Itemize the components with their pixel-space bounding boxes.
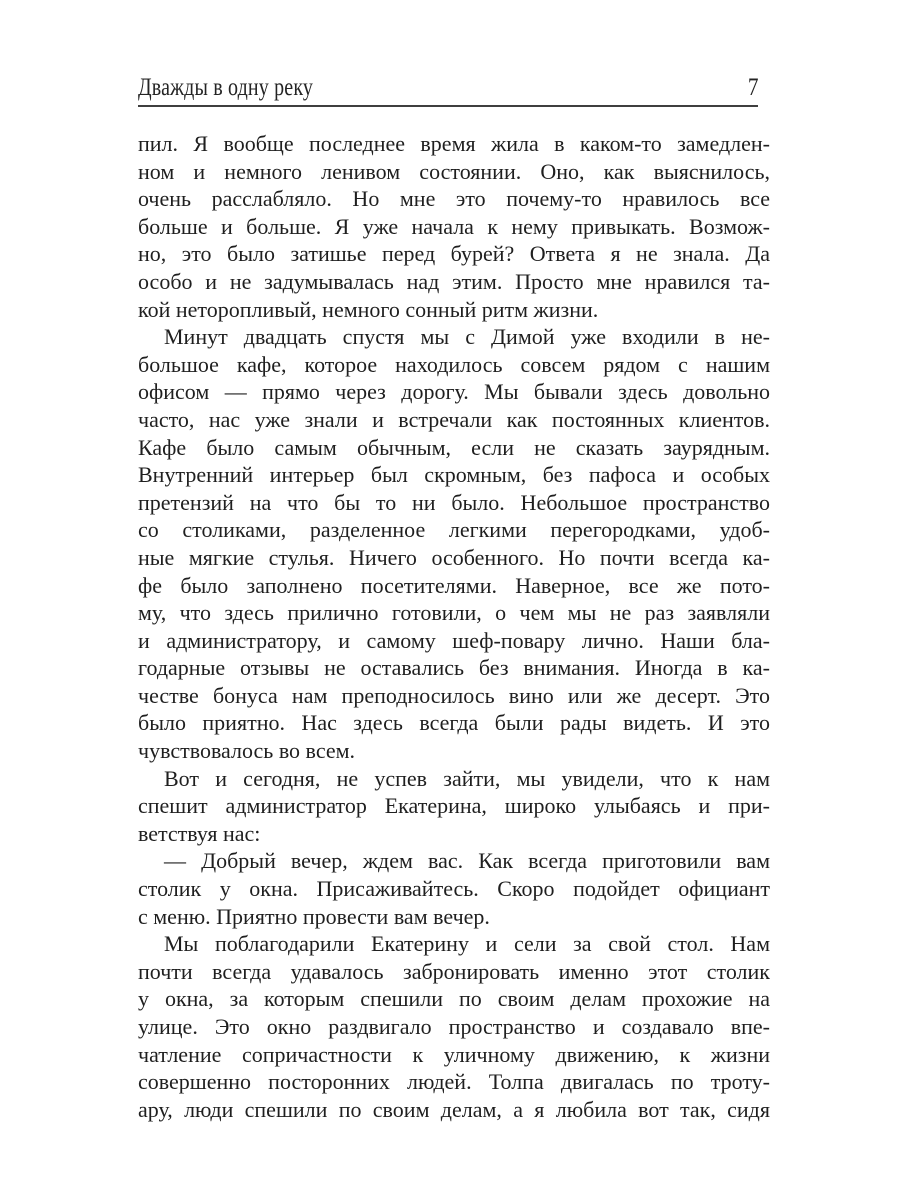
text-line: у окна, за которым спешили по своим делам прохожие на bbox=[138, 986, 770, 1012]
running-title: Дважды в одну реку bbox=[138, 74, 314, 101]
paragraph bbox=[138, 130, 770, 323]
text-line: часто, нас уже знали и встречали как постоянных клиентов. bbox=[138, 406, 770, 432]
text-line: больше и больше. Я уже начала к нему привыкать. Возмож- bbox=[138, 213, 770, 239]
text-line: Вот и сегодня, не успев зайти, мы увидели, что к нам bbox=[164, 765, 770, 791]
text-line: но, это было затишье перед бурей? Ответа я не знала. Да bbox=[138, 241, 770, 267]
paragraph bbox=[138, 930, 770, 1123]
text-line: большое кафе, которое находилось совсем рядом с нашим bbox=[138, 351, 770, 377]
text-line: с меню. Приятно провести вам вечер. bbox=[138, 903, 490, 929]
paragraph bbox=[138, 765, 770, 848]
text-line: кой неторопливый, немного сонный ритм жизни. bbox=[138, 296, 599, 322]
text-line: ные мягкие стулья. Ничего особенного. Но почти всегда ка- bbox=[138, 544, 770, 570]
text-line: честве бонуса нам преподносилось вино или же десерт. Это bbox=[138, 682, 770, 708]
text-line: Мы поблагодарили Екатерину и сели за свой стол. Нам bbox=[164, 931, 770, 957]
paragraph-dialogue bbox=[138, 847, 770, 930]
text-line: годарные отзывы не оставались без внимания. Иногда в ка- bbox=[138, 655, 770, 681]
text-line: особо и не задумывалась над этим. Просто мне нравился та- bbox=[138, 268, 770, 294]
text-line: — Добрый вечер, ждем вас. Как всегда приготовили вам bbox=[164, 848, 770, 874]
text-line: ветствуя нас: bbox=[138, 820, 261, 846]
page-header bbox=[138, 74, 758, 104]
text-line: фе было заполнено посетителями. Наверное, все же пото- bbox=[138, 572, 770, 598]
text-line: пил. Я вообще последнее время жила в каком-то замедлен- bbox=[138, 131, 770, 156]
text-line: столик у окна. Присаживайтесь. Скоро подойдет официант bbox=[138, 876, 770, 902]
text-line: ном и немного ленивом состоянии. Оно, как выяснилось, bbox=[138, 158, 770, 184]
text-line: почти всегда удавалось забронировать именно этот столик bbox=[138, 958, 770, 984]
text-line: и администратору, и самому шеф-повару лично. Наши бла- bbox=[138, 627, 770, 653]
text-line: Минут двадцать спустя мы с Димой уже входили в не- bbox=[164, 324, 770, 350]
text-line: му, что здесь прилично готовили, о чем мы не раз заявляли bbox=[138, 600, 770, 626]
paragraph bbox=[138, 323, 770, 765]
text-line: чатление сопричастности к уличному движению, к жизни bbox=[138, 1041, 770, 1067]
text-line: со столиками, разделенное легкими перегородками, удоб- bbox=[138, 517, 770, 543]
text-line: Кафе было самым обычным, если не сказать заурядным. bbox=[138, 434, 770, 460]
text-line: претензий на что бы то ни было. Небольшое пространство bbox=[138, 489, 770, 515]
text-line: очень расслабляло. Но мне это почему-то нравилось все bbox=[138, 186, 770, 212]
text-line: ару, люди спешили по своим делам, а я любила вот так, сидя bbox=[138, 1096, 770, 1122]
text-line: офисом — прямо через дорогу. Мы бывали здесь довольно bbox=[138, 379, 770, 405]
page-number: 7 bbox=[747, 74, 758, 101]
text-line: Внутренний интерьер был скромным, без пафоса и особых bbox=[138, 462, 770, 488]
header-rule bbox=[138, 105, 758, 107]
text-line: было приятно. Нас здесь всегда были рады видеть. И это bbox=[138, 710, 770, 736]
text-line: чувствовалось во всем. bbox=[138, 738, 356, 764]
text-line: спешит администратор Екатерина, широко улыбаясь и при- bbox=[138, 793, 770, 819]
text-line: улице. Это окно раздвигало пространство и создавало впе- bbox=[138, 1014, 770, 1039]
text-line: совершенно посторонних людей. Толпа двигалась по троту- bbox=[138, 1069, 770, 1095]
page-body bbox=[138, 130, 770, 1123]
